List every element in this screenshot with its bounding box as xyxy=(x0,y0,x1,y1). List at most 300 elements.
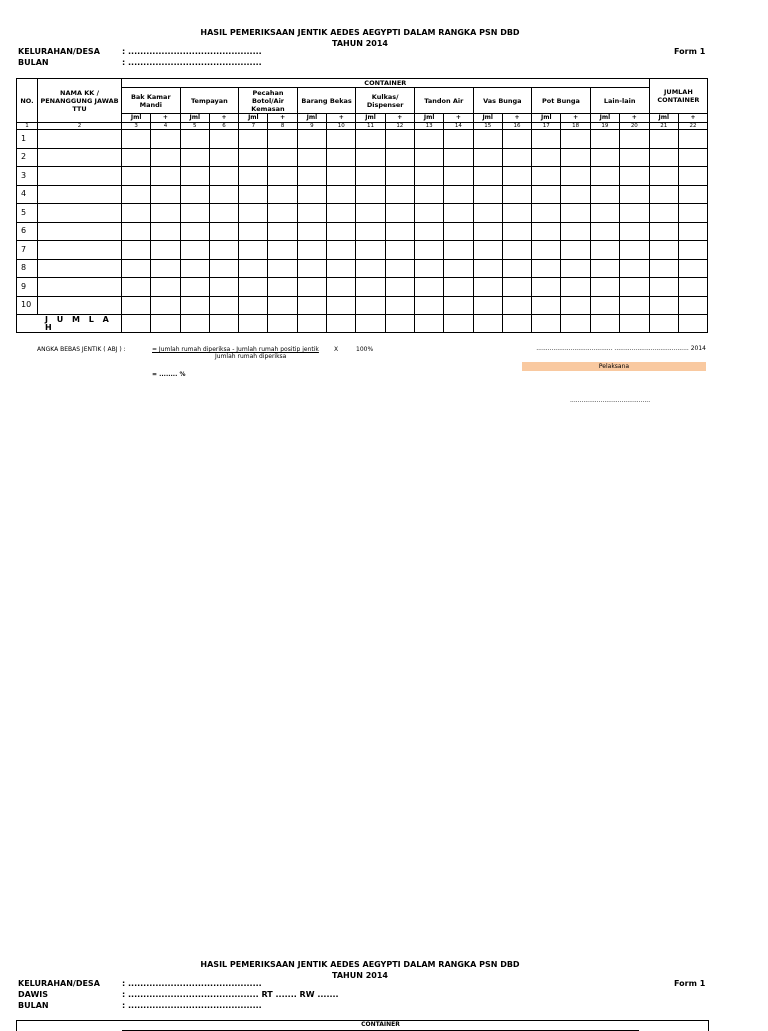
entry-cell[interactable] xyxy=(327,148,356,167)
total-cell[interactable] xyxy=(649,315,678,333)
entry-cell[interactable] xyxy=(590,130,619,149)
total-cell[interactable] xyxy=(180,315,209,333)
row-number: 9 xyxy=(17,278,38,297)
entry-cell[interactable] xyxy=(356,167,385,186)
name-cell[interactable] xyxy=(38,130,122,149)
entry-cell[interactable] xyxy=(590,204,619,223)
entry-cell[interactable] xyxy=(239,130,268,149)
page2-bulan-label: BULAN xyxy=(18,1001,49,1010)
report-title xyxy=(0,27,720,49)
entry-cell[interactable] xyxy=(532,130,561,149)
entry-cell[interactable] xyxy=(239,259,268,278)
entry-cell[interactable] xyxy=(385,148,414,167)
entry-cell[interactable] xyxy=(356,130,385,149)
entry-cell[interactable] xyxy=(473,278,502,297)
entry-cell[interactable] xyxy=(414,296,443,315)
entry-cell[interactable] xyxy=(356,296,385,315)
entry-cell[interactable] xyxy=(532,222,561,241)
entry-cell[interactable] xyxy=(327,259,356,278)
name-cell[interactable] xyxy=(38,259,122,278)
entry-cell[interactable] xyxy=(414,167,443,186)
entry-cell[interactable] xyxy=(180,241,209,260)
entry-cell[interactable] xyxy=(444,204,473,223)
entry-cell[interactable] xyxy=(473,130,502,149)
date-line: ........................................ ....................................... 2014 xyxy=(536,345,706,352)
entry-cell[interactable] xyxy=(385,204,414,223)
name-cell[interactable] xyxy=(38,296,122,315)
entry-cell[interactable] xyxy=(620,185,650,204)
entry-cell[interactable] xyxy=(590,167,619,186)
sub-header-plus: + xyxy=(502,114,531,123)
entry-cell[interactable] xyxy=(122,278,151,297)
entry-cell[interactable] xyxy=(414,259,443,278)
entry-cell[interactable] xyxy=(209,148,238,167)
entry-cell[interactable] xyxy=(502,241,531,260)
entry-cell[interactable] xyxy=(356,241,385,260)
table-row xyxy=(17,148,708,167)
column-number: 19 xyxy=(590,123,619,130)
table-row xyxy=(17,185,708,204)
entry-cell[interactable] xyxy=(268,296,297,315)
kelurahan-value: : ............................................ xyxy=(122,47,262,56)
name-cell[interactable] xyxy=(38,185,122,204)
entry-cell[interactable] xyxy=(356,185,385,204)
total-cell[interactable] xyxy=(327,315,356,333)
entry-cell[interactable] xyxy=(180,185,209,204)
entry-cell[interactable] xyxy=(180,167,209,186)
entry-cell[interactable] xyxy=(532,259,561,278)
total-cell[interactable] xyxy=(444,315,473,333)
column-number: 4 xyxy=(151,123,180,130)
entry-cell[interactable] xyxy=(297,185,326,204)
entry-cell[interactable] xyxy=(356,222,385,241)
column-number: 20 xyxy=(620,123,650,130)
total-cell[interactable] xyxy=(268,315,297,333)
sub-header-plus: + xyxy=(151,114,180,123)
entry-cell[interactable] xyxy=(620,241,650,260)
entry-cell[interactable] xyxy=(209,222,238,241)
entry-cell[interactable] xyxy=(473,167,502,186)
table-row xyxy=(17,167,708,186)
entry-cell[interactable] xyxy=(122,204,151,223)
entry-cell[interactable] xyxy=(590,278,619,297)
column-number: 1 xyxy=(17,123,38,130)
entry-cell[interactable] xyxy=(561,296,590,315)
entry-cell[interactable] xyxy=(502,130,531,149)
entry-cell[interactable] xyxy=(532,167,561,186)
entry-cell[interactable] xyxy=(180,204,209,223)
column-number: 7 xyxy=(239,123,268,130)
entry-cell[interactable] xyxy=(444,278,473,297)
entry-cell[interactable] xyxy=(649,148,678,167)
sub-header-jml: Jml xyxy=(532,114,561,123)
entry-cell[interactable] xyxy=(268,222,297,241)
column-number: 6 xyxy=(209,123,238,130)
column-number: 15 xyxy=(473,123,502,130)
entry-cell[interactable] xyxy=(151,278,180,297)
column-number: 9 xyxy=(297,123,326,130)
signature-line: .......................................... xyxy=(570,397,651,404)
entry-cell[interactable] xyxy=(620,296,650,315)
total-cell[interactable] xyxy=(532,315,561,333)
entry-cell[interactable] xyxy=(180,296,209,315)
entry-cell[interactable] xyxy=(327,296,356,315)
entry-cell[interactable] xyxy=(444,259,473,278)
entry-cell[interactable] xyxy=(356,278,385,297)
container-header-8: Pot Bunga xyxy=(532,88,591,114)
entry-cell[interactable] xyxy=(444,185,473,204)
total-cell[interactable] xyxy=(414,315,443,333)
entry-cell[interactable] xyxy=(678,167,707,186)
entry-cell[interactable] xyxy=(151,167,180,186)
total-cell[interactable] xyxy=(122,315,151,333)
entry-cell[interactable] xyxy=(327,167,356,186)
entry-cell[interactable] xyxy=(209,204,238,223)
entry-cell[interactable] xyxy=(444,222,473,241)
entry-cell[interactable] xyxy=(620,167,650,186)
entry-cell[interactable] xyxy=(327,130,356,149)
page2-dawis-label: DAWIS xyxy=(18,990,49,999)
entry-cell[interactable] xyxy=(297,222,326,241)
entry-cell[interactable] xyxy=(502,222,531,241)
name-cell[interactable] xyxy=(38,278,122,297)
total-row xyxy=(17,315,708,333)
entry-cell[interactable] xyxy=(649,259,678,278)
entry-cell[interactable] xyxy=(444,130,473,149)
container-header-6: Tandon Air xyxy=(414,88,473,114)
entry-cell[interactable] xyxy=(356,148,385,167)
abj-label: ANGKA BEBAS JENTIK ( ABJ ) : xyxy=(37,346,126,353)
entry-cell[interactable] xyxy=(268,185,297,204)
table-row xyxy=(17,259,708,278)
container-header-7: Vas Bunga xyxy=(473,88,532,114)
row-number: 7 xyxy=(17,241,38,260)
entry-cell[interactable] xyxy=(532,148,561,167)
entry-cell[interactable] xyxy=(180,278,209,297)
entry-cell[interactable] xyxy=(297,130,326,149)
entry-cell[interactable] xyxy=(620,148,650,167)
entry-cell[interactable] xyxy=(561,148,590,167)
name-cell[interactable] xyxy=(38,222,122,241)
sub-header-jml: Jml xyxy=(414,114,443,123)
entry-cell[interactable] xyxy=(151,204,180,223)
entry-cell[interactable] xyxy=(561,130,590,149)
total-cell[interactable] xyxy=(590,315,619,333)
sub-header-plus: + xyxy=(620,114,650,123)
entry-cell[interactable] xyxy=(385,241,414,260)
entry-cell[interactable] xyxy=(620,278,650,297)
entry-cell[interactable] xyxy=(502,167,531,186)
entry-cell[interactable] xyxy=(414,204,443,223)
entry-cell[interactable] xyxy=(385,185,414,204)
entry-cell[interactable] xyxy=(385,259,414,278)
entry-cell[interactable] xyxy=(356,204,385,223)
entry-cell[interactable] xyxy=(385,167,414,186)
total-cell[interactable] xyxy=(385,315,414,333)
entry-cell[interactable] xyxy=(561,241,590,260)
total-cell[interactable] xyxy=(297,315,326,333)
entry-cell[interactable] xyxy=(473,204,502,223)
entry-cell[interactable] xyxy=(678,204,707,223)
name-cell[interactable] xyxy=(38,204,122,223)
entry-cell[interactable] xyxy=(649,278,678,297)
entry-cell[interactable] xyxy=(678,241,707,260)
entry-cell[interactable] xyxy=(209,185,238,204)
entry-cell[interactable] xyxy=(356,259,385,278)
entry-cell[interactable] xyxy=(327,204,356,223)
entry-cell[interactable] xyxy=(590,148,619,167)
entry-cell[interactable] xyxy=(239,241,268,260)
entry-cell[interactable] xyxy=(151,296,180,315)
table-row xyxy=(17,278,708,297)
entry-cell[interactable] xyxy=(151,222,180,241)
entry-cell[interactable] xyxy=(268,278,297,297)
entry-cell[interactable] xyxy=(122,259,151,278)
entry-cell[interactable] xyxy=(122,130,151,149)
total-cell[interactable] xyxy=(620,315,650,333)
entry-cell[interactable] xyxy=(561,167,590,186)
entry-cell[interactable] xyxy=(473,241,502,260)
entry-cell[interactable] xyxy=(209,167,238,186)
entry-cell[interactable] xyxy=(502,204,531,223)
entry-cell[interactable] xyxy=(561,185,590,204)
sub-header-plus: + xyxy=(268,114,297,123)
entry-cell[interactable] xyxy=(122,296,151,315)
page2-title xyxy=(0,959,720,981)
entry-cell[interactable] xyxy=(151,130,180,149)
entry-cell[interactable] xyxy=(561,278,590,297)
entry-cell[interactable] xyxy=(239,185,268,204)
entry-cell[interactable] xyxy=(473,296,502,315)
entry-cell[interactable] xyxy=(327,185,356,204)
entry-cell[interactable] xyxy=(590,241,619,260)
container-header-9: Lain-lain xyxy=(590,88,649,114)
entry-cell[interactable] xyxy=(327,241,356,260)
form-label: Form 1 xyxy=(674,47,706,56)
entry-cell[interactable] xyxy=(209,278,238,297)
entry-cell[interactable] xyxy=(649,222,678,241)
entry-cell[interactable] xyxy=(151,185,180,204)
entry-cell[interactable] xyxy=(502,278,531,297)
entry-cell[interactable] xyxy=(180,222,209,241)
formula-numerator: = Jumlah rumah diperiksa - Jumlah rumah positip jentik xyxy=(152,346,319,353)
entry-cell[interactable] xyxy=(649,167,678,186)
total-cell[interactable] xyxy=(561,315,590,333)
entry-cell[interactable] xyxy=(561,259,590,278)
entry-cell[interactable] xyxy=(444,167,473,186)
entry-cell[interactable] xyxy=(239,204,268,223)
total-cell[interactable] xyxy=(151,315,180,333)
entry-cell[interactable] xyxy=(268,204,297,223)
column-number: 10 xyxy=(327,123,356,130)
name-cell[interactable] xyxy=(38,148,122,167)
entry-cell[interactable] xyxy=(414,222,443,241)
entry-cell[interactable] xyxy=(620,204,650,223)
title-line-2: TAHUN 2014 xyxy=(332,39,388,48)
entry-cell[interactable] xyxy=(620,259,650,278)
entry-cell[interactable] xyxy=(122,167,151,186)
entry-cell[interactable] xyxy=(473,259,502,278)
entry-cell[interactable] xyxy=(239,167,268,186)
entry-cell[interactable] xyxy=(122,222,151,241)
entry-cell[interactable] xyxy=(532,241,561,260)
row-number: 1 xyxy=(17,130,38,149)
entry-cell[interactable] xyxy=(532,185,561,204)
entry-cell[interactable] xyxy=(649,130,678,149)
column-number: 8 xyxy=(268,123,297,130)
entry-cell[interactable] xyxy=(297,241,326,260)
entry-cell[interactable] xyxy=(268,167,297,186)
page2-title-line-2: TAHUN 2014 xyxy=(332,971,388,980)
table-row xyxy=(17,296,708,315)
entry-cell[interactable] xyxy=(268,259,297,278)
entry-cell[interactable] xyxy=(239,148,268,167)
row-number: 5 xyxy=(17,204,38,223)
table-row xyxy=(17,222,708,241)
entry-cell[interactable] xyxy=(649,296,678,315)
column-number: 14 xyxy=(444,123,473,130)
entry-cell[interactable] xyxy=(209,259,238,278)
entry-cell[interactable] xyxy=(590,259,619,278)
entry-cell[interactable] xyxy=(414,278,443,297)
entry-cell[interactable] xyxy=(385,130,414,149)
entry-cell[interactable] xyxy=(444,241,473,260)
column-number: 16 xyxy=(502,123,531,130)
entry-cell[interactable] xyxy=(209,296,238,315)
entry-cell[interactable] xyxy=(209,130,238,149)
entry-cell[interactable] xyxy=(122,148,151,167)
entry-cell[interactable] xyxy=(151,241,180,260)
entry-cell[interactable] xyxy=(502,185,531,204)
page2-container-header: CONTAINER xyxy=(122,1021,639,1031)
column-number: 12 xyxy=(385,123,414,130)
entry-cell[interactable] xyxy=(297,148,326,167)
total-cell[interactable] xyxy=(239,315,268,333)
entry-cell[interactable] xyxy=(678,259,707,278)
entry-cell[interactable] xyxy=(444,296,473,315)
total-cell[interactable] xyxy=(473,315,502,333)
entry-cell[interactable] xyxy=(678,185,707,204)
total-cell[interactable] xyxy=(678,315,707,333)
entry-cell[interactable] xyxy=(678,222,707,241)
entry-cell[interactable] xyxy=(209,241,238,260)
sub-header-plus: + xyxy=(327,114,356,123)
entry-cell[interactable] xyxy=(649,241,678,260)
entry-cell[interactable] xyxy=(414,148,443,167)
column-number: 5 xyxy=(180,123,209,130)
row-number: 2 xyxy=(17,148,38,167)
entry-cell[interactable] xyxy=(122,241,151,260)
entry-cell[interactable] xyxy=(590,296,619,315)
bulan-label: BULAN xyxy=(18,58,49,67)
entry-cell[interactable] xyxy=(473,148,502,167)
entry-cell[interactable] xyxy=(239,296,268,315)
entry-cell[interactable] xyxy=(385,278,414,297)
container-header-2: Tempayan xyxy=(180,88,239,114)
entry-cell[interactable] xyxy=(414,130,443,149)
total-label: J U M L A H xyxy=(17,315,122,333)
entry-cell[interactable] xyxy=(678,130,707,149)
entry-cell[interactable] xyxy=(678,148,707,167)
column-number: 21 xyxy=(649,123,678,130)
entry-cell[interactable] xyxy=(327,222,356,241)
entry-cell[interactable] xyxy=(151,259,180,278)
entry-cell[interactable] xyxy=(678,278,707,297)
entry-cell[interactable] xyxy=(444,148,473,167)
name-cell[interactable] xyxy=(38,241,122,260)
entry-cell[interactable] xyxy=(297,296,326,315)
sub-header-jml: Jml xyxy=(473,114,502,123)
entry-cell[interactable] xyxy=(297,278,326,297)
sub-header-jml: Jml xyxy=(590,114,619,123)
entry-cell[interactable] xyxy=(590,222,619,241)
sub-header-plus: + xyxy=(385,114,414,123)
entry-cell[interactable] xyxy=(678,296,707,315)
column-number: 13 xyxy=(414,123,443,130)
col-header-no: NO. xyxy=(17,79,38,123)
entry-cell[interactable] xyxy=(532,278,561,297)
entry-cell[interactable] xyxy=(180,259,209,278)
entry-cell[interactable] xyxy=(561,222,590,241)
entry-cell[interactable] xyxy=(122,185,151,204)
entry-cell[interactable] xyxy=(327,278,356,297)
entry-cell[interactable] xyxy=(180,130,209,149)
column-number: 17 xyxy=(532,123,561,130)
entry-cell[interactable] xyxy=(268,130,297,149)
entry-cell[interactable] xyxy=(297,259,326,278)
name-cell[interactable] xyxy=(38,167,122,186)
entry-cell[interactable] xyxy=(532,296,561,315)
entry-cell[interactable] xyxy=(151,148,180,167)
page2-title-line-1: HASIL PEMERIKSAAN JENTIK AEDES AEGYPTI DALAM RANGKA PSN DBD xyxy=(200,960,520,969)
entry-cell[interactable] xyxy=(268,241,297,260)
larva-inspection-table xyxy=(16,78,708,333)
total-cell[interactable] xyxy=(356,315,385,333)
entry-cell[interactable] xyxy=(239,222,268,241)
entry-cell[interactable] xyxy=(385,296,414,315)
sub-header-plus: + xyxy=(209,114,238,123)
percent-value: 100% xyxy=(356,346,374,353)
entry-cell[interactable] xyxy=(385,222,414,241)
entry-cell[interactable] xyxy=(620,222,650,241)
entry-cell[interactable] xyxy=(502,148,531,167)
total-cell[interactable] xyxy=(502,315,531,333)
total-cell[interactable] xyxy=(209,315,238,333)
entry-cell[interactable] xyxy=(620,130,650,149)
sub-header-plus: + xyxy=(678,114,707,123)
entry-cell[interactable] xyxy=(502,296,531,315)
entry-cell[interactable] xyxy=(502,259,531,278)
entry-cell[interactable] xyxy=(590,185,619,204)
entry-cell[interactable] xyxy=(297,204,326,223)
entry-cell[interactable] xyxy=(473,222,502,241)
entry-cell[interactable] xyxy=(297,167,326,186)
page2-kelurahan-value: : ............................................ xyxy=(122,979,262,988)
entry-cell[interactable] xyxy=(414,241,443,260)
entry-cell[interactable] xyxy=(561,204,590,223)
entry-cell[interactable] xyxy=(649,185,678,204)
entry-cell[interactable] xyxy=(414,185,443,204)
entry-cell[interactable] xyxy=(180,148,209,167)
entry-cell[interactable] xyxy=(649,204,678,223)
table-row xyxy=(17,204,708,223)
sub-header-plus: + xyxy=(444,114,473,123)
entry-cell[interactable] xyxy=(473,185,502,204)
sub-header-plus: + xyxy=(561,114,590,123)
entry-cell[interactable] xyxy=(532,204,561,223)
entry-cell[interactable] xyxy=(239,278,268,297)
entry-cell[interactable] xyxy=(268,148,297,167)
